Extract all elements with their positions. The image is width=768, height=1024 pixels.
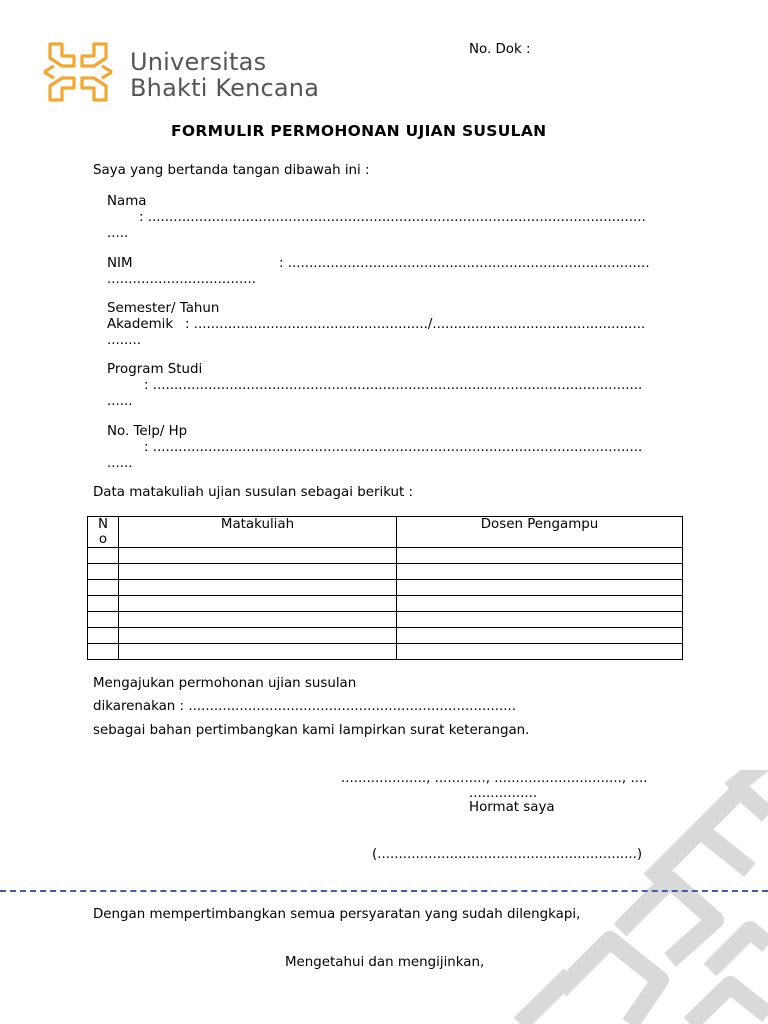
col-no-line2: o bbox=[98, 532, 108, 547]
place-date-line[interactable]: ...................., ............, .............................., .... bbox=[341, 771, 648, 786]
table-row bbox=[88, 564, 683, 580]
table-row bbox=[88, 612, 683, 628]
cell-no[interactable] bbox=[88, 596, 119, 612]
cell-no[interactable] bbox=[88, 612, 119, 628]
doc-number-label: No. Dok : bbox=[469, 42, 531, 57]
akademik-label: Akademik bbox=[107, 317, 174, 332]
matakuliah-table bbox=[87, 516, 683, 660]
cut-separator-line bbox=[0, 890, 768, 892]
semester-field-continued: ........ bbox=[107, 333, 142, 348]
intro-text: Saya yang bertanda tangan dibawah ini : bbox=[93, 163, 370, 178]
footer-line-1: Dengan mempertimbangkan semua persyaratan yang sudah dilengkapi, bbox=[93, 907, 581, 922]
col-matakuliah-header: Matakuliah bbox=[119, 517, 397, 548]
cell-dosen[interactable] bbox=[397, 628, 683, 644]
cell-no[interactable] bbox=[88, 564, 119, 580]
cell-no[interactable] bbox=[88, 644, 119, 660]
table-row bbox=[88, 580, 683, 596]
logo-line-2: Bhakti Kencana bbox=[130, 74, 320, 102]
semester-label: Semester/ Tahun bbox=[107, 301, 220, 316]
cell-matakuliah[interactable] bbox=[119, 644, 397, 660]
place-date-line-continued: ................ bbox=[469, 786, 538, 801]
cell-dosen[interactable] bbox=[397, 564, 683, 580]
nim-field[interactable]: : ..................................................................................... bbox=[279, 256, 650, 271]
cell-matakuliah[interactable] bbox=[119, 580, 397, 596]
logo-line-1: Universitas bbox=[130, 48, 267, 76]
table-row bbox=[88, 548, 683, 564]
prodi-field[interactable]: : ................................................................................................................... bbox=[144, 378, 643, 393]
col-no-header bbox=[88, 517, 119, 548]
telp-field-continued: ...... bbox=[107, 456, 133, 471]
cell-matakuliah[interactable] bbox=[119, 596, 397, 612]
table-row bbox=[88, 628, 683, 644]
cell-dosen[interactable] bbox=[397, 548, 683, 564]
prodi-label: Program Studi bbox=[107, 362, 203, 377]
table-row bbox=[88, 644, 683, 660]
cell-no[interactable] bbox=[88, 580, 119, 596]
cell-dosen[interactable] bbox=[397, 580, 683, 596]
table-header-row bbox=[88, 517, 683, 548]
col-dosen-header: Dosen Pengampu bbox=[397, 517, 683, 548]
cell-no[interactable] bbox=[88, 548, 119, 564]
cell-matakuliah[interactable] bbox=[119, 548, 397, 564]
cell-dosen[interactable] bbox=[397, 644, 683, 660]
telp-label: No. Telp/ Hp bbox=[107, 424, 188, 439]
reason-field[interactable]: dikarenakan : ............................................................................. bbox=[93, 699, 517, 714]
footer-line-2: Mengetahui dan mengijinkan, bbox=[285, 955, 485, 970]
request-line-3: sebagai bahan pertimbangkan kami lampirkan surat keterangan. bbox=[93, 723, 530, 738]
cell-matakuliah[interactable] bbox=[119, 564, 397, 580]
signature-name-line[interactable]: (.............................................................) bbox=[372, 847, 643, 862]
nama-field[interactable]: : ..................................................................................................................... bbox=[139, 210, 646, 225]
cell-matakuliah[interactable] bbox=[119, 628, 397, 644]
nama-label: Nama bbox=[107, 194, 147, 209]
nim-field-continued: ................................... bbox=[107, 272, 256, 287]
university-logo-icon bbox=[40, 36, 116, 108]
table-row bbox=[88, 596, 683, 612]
nim-label: NIM bbox=[107, 256, 133, 271]
semester-field[interactable]: : ......................................................./.................................................. bbox=[185, 317, 646, 332]
prodi-field-continued: ...... bbox=[107, 394, 133, 409]
table-intro-text: Data matakuliah ujian susulan sebagai berikut : bbox=[93, 485, 414, 500]
col-no-line1: N bbox=[97, 517, 109, 532]
form-title: FORMULIR PERMOHONAN UJIAN SUSULAN bbox=[171, 122, 547, 140]
cell-matakuliah[interactable] bbox=[119, 612, 397, 628]
nama-field-continued: ..... bbox=[107, 226, 129, 241]
cell-no[interactable] bbox=[88, 628, 119, 644]
cell-dosen[interactable] bbox=[397, 596, 683, 612]
closing-text: Hormat saya bbox=[469, 800, 555, 815]
request-line-1: Mengajukan permohonan ujian susulan bbox=[93, 676, 357, 691]
cell-dosen[interactable] bbox=[397, 612, 683, 628]
telp-field[interactable]: : ................................................................................................................... bbox=[144, 440, 643, 455]
